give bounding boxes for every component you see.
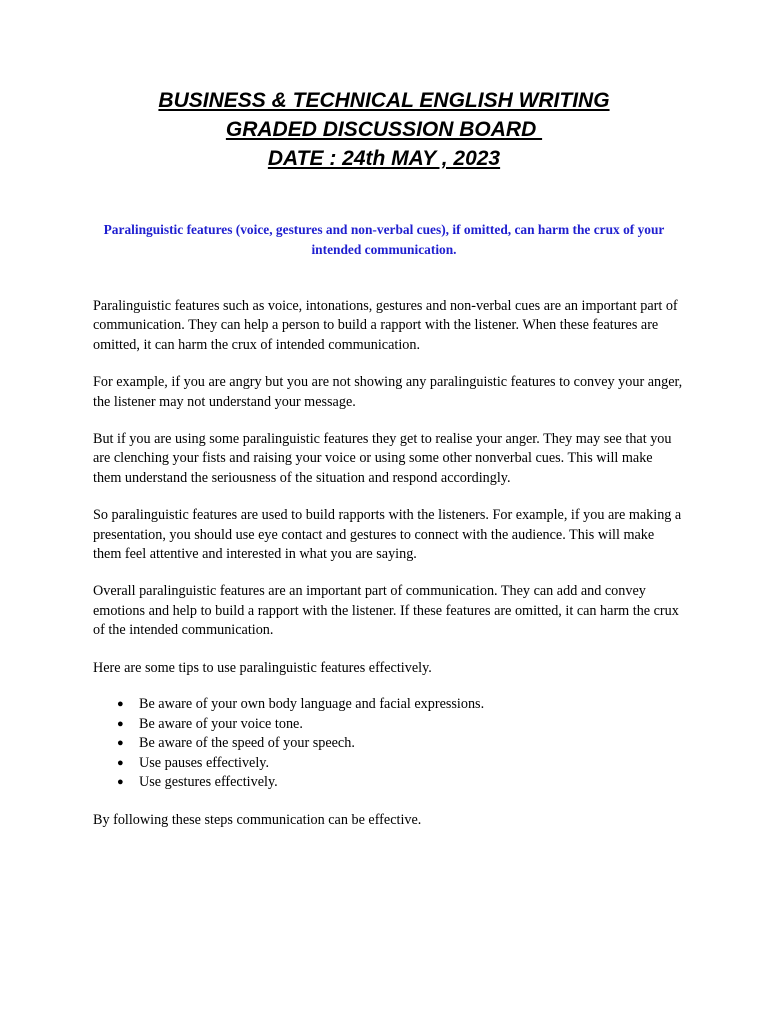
paragraph-tips-intro: Here are some tips to use paralinguistic features effectively. xyxy=(93,659,432,676)
title-course: BUSINESS & TECHNICAL ENGLISH WRITING xyxy=(158,89,610,112)
paragraph-overall: Overall paralinguistic features are an important part of communication. They can add and convey emotions and help to build a rapport with the listener. If these features are omitted, it can harm the crux of the intended communication. xyxy=(93,583,679,639)
tip-text: Use gestures effectively. xyxy=(139,774,278,791)
bullet-icon: ● xyxy=(117,776,124,789)
paragraph-intro: Paralinguistic features such as voice, intonations, gestures and non-verbal cues are an important part of communication. They can help a person to build a rapport with the listener. When these features are omitted, it can harm the crux of intended communication. xyxy=(93,298,678,353)
paragraph-example: For example, if you are angry but you are not showing any paralinguistic features to convey your anger, the listener may not understand your message. xyxy=(93,374,683,410)
tip-text: Be aware of your own body language and facial expressions. xyxy=(139,696,485,713)
bullet-icon: ● xyxy=(117,737,124,750)
tip-text: Be aware of the speed of your speech. xyxy=(139,735,355,752)
list-item xyxy=(93,773,683,793)
document-title xyxy=(0,86,768,173)
list-item xyxy=(93,715,683,735)
topic-statement: Paralinguistic features (voice, gestures and non-verbal cues), if omitted, can harm the crux of your intended communication. xyxy=(103,222,665,257)
list-item xyxy=(93,695,683,715)
paragraph-presentation: So paralinguistic features are used to build rapports with the listeners. For example, if you are making a presentation, you should use eye contact and gestures to connect with the audience. This will make them feel attentive and interested in what you are saying. xyxy=(93,507,682,563)
title-date: DATE : 24th MAY , 2023 xyxy=(267,147,501,170)
tips-list xyxy=(93,695,683,793)
bullet-icon: ● xyxy=(117,756,124,769)
title-assignment: GRADED DISCUSSION BOARD xyxy=(225,118,543,141)
bullet-icon: ● xyxy=(117,698,124,711)
tip-text: Use pauses effectively. xyxy=(139,754,270,771)
document-body xyxy=(93,297,683,848)
list-item xyxy=(93,734,683,754)
list-item xyxy=(93,754,683,774)
bullet-icon: ● xyxy=(117,717,124,730)
tip-text: Be aware of your voice tone. xyxy=(139,715,303,732)
paragraph-nonverbal-cues: But if you are using some paralinguistic features they get to realise your anger. They may see that you are clenching your fists and raising your voice or using some other nonverbal cues. This will make them understand the seriousness of the situation and respond accordingly. xyxy=(93,431,672,486)
paragraph-closing: By following these steps communication can be effective. xyxy=(93,811,422,828)
